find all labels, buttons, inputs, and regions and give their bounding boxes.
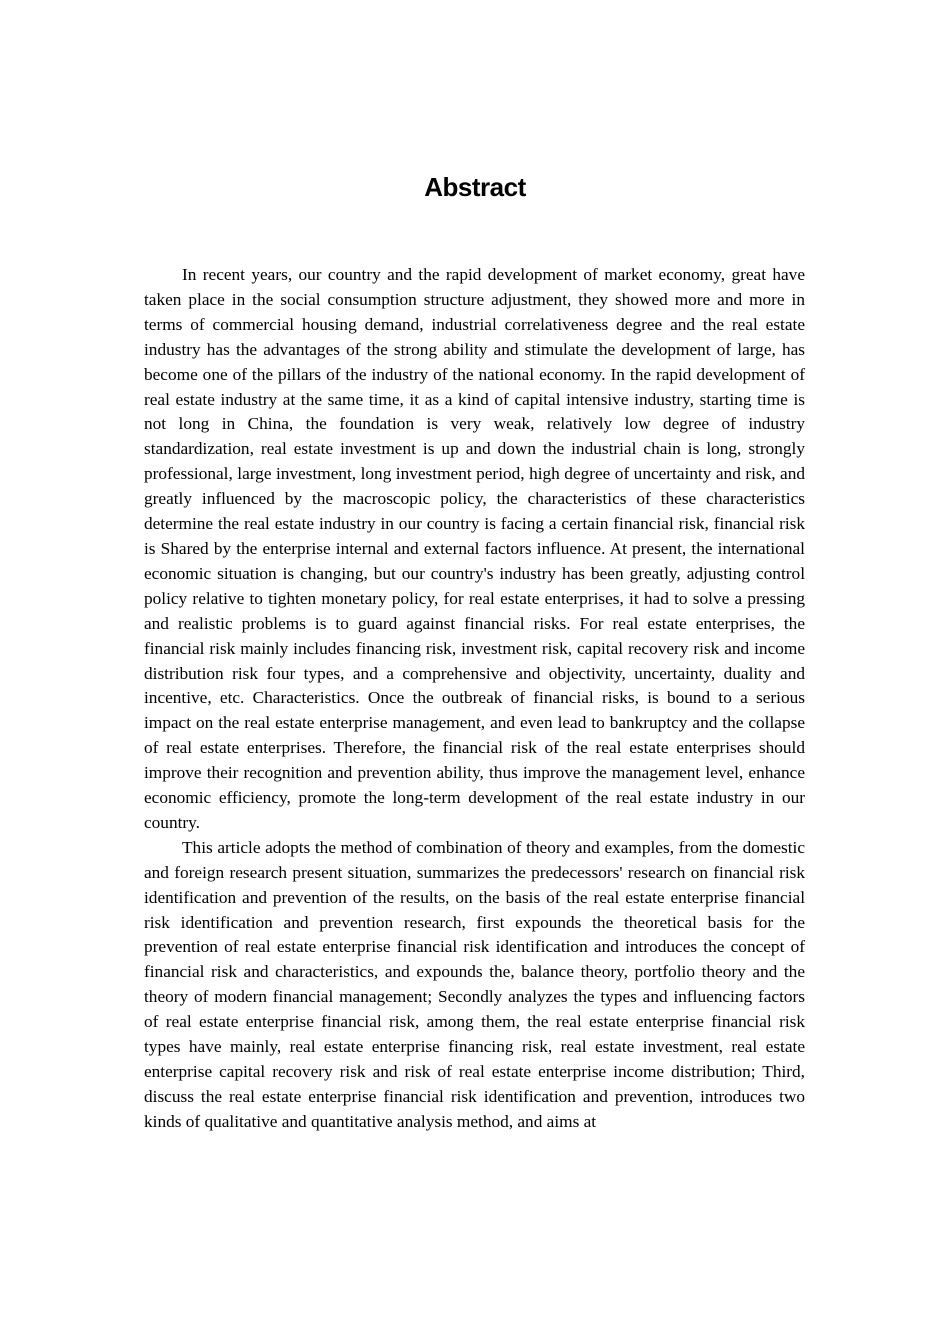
abstract-paragraph-1: In recent years, our country and the rapid development of market economy, great have taken place in the social consumption structure adjustment, they showed more and more in terms of commercial housing demand, industrial correlativeness degree and the real estate industry has the advantages of the strong ability and stimulate the development of large, has become one of the pillars of the industry of the national economy. In the rapid development of real estate industry at the same time, it as a kind of capital intensive industry, starting time is not long in China, the foundation is very weak, relatively low degree of industry standardization, real estate investment is up and down the industrial chain is long, strongly professional, large investment, long investment period, high degree of uncertainty and risk, and greatly influenced by the macroscopic policy, the characteristics of these characteristics determine the real estate industry in our country is facing a certain financial risk, financial risk is Shared by the enterprise internal and external factors influence. At present, the international economic situation is changing, but our country's industry has been greatly, adjusting control policy relative to tighten monetary policy, for real estate enterprises, it had to solve a pressing and realistic problems is to guard against financial risks. For real estate enterprises, the financial risk mainly includes financing risk, investment risk, capital recovery risk and income distribution risk four types, and a comprehensive and objectivity, uncertainty, duality and incentive, etc. Characteristics. Once the outbreak of financial risks, is bound to a serious impact on the real estate enterprise management, and even lead to bankruptcy and the collapse of real estate enterprises. Therefore, the financial risk of the real estate enterprises should improve their recognition and prevention ability, thus improve the management level, enhance economic efficiency, promote the long-term development of the real estate industry in our country. — [144, 265, 805, 832]
page-title: Abstract — [424, 172, 526, 202]
abstract-paragraph-2: This article adopts the method of combination of theory and examples, from the domestic and foreign research present situation, summarizes the predecessors' research on financial risk identification and prevention of the results, on the basis of the real estate enterprise financial risk identification and prevention research, first expounds the theoretical basis for the prevention of real estate enterprise financial risk identification and introduces the concept of financial risk and characteristics, and expounds the, balance theory, portfolio theory and the theory of modern financial management; Secondly analyzes the types and influencing factors of real estate enterprise financial risk, among them, the real estate enterprise financial risk types have mainly, real estate enterprise financing risk, real estate investment, real estate enterprise capital recovery risk and risk of real estate enterprise income distribution; Third, discuss the real estate enterprise financial risk identification and prevention, introduces two kinds of qualitative and quantitative analysis method, and aims at — [144, 837, 805, 1131]
abstract-body — [144, 263, 805, 1135]
